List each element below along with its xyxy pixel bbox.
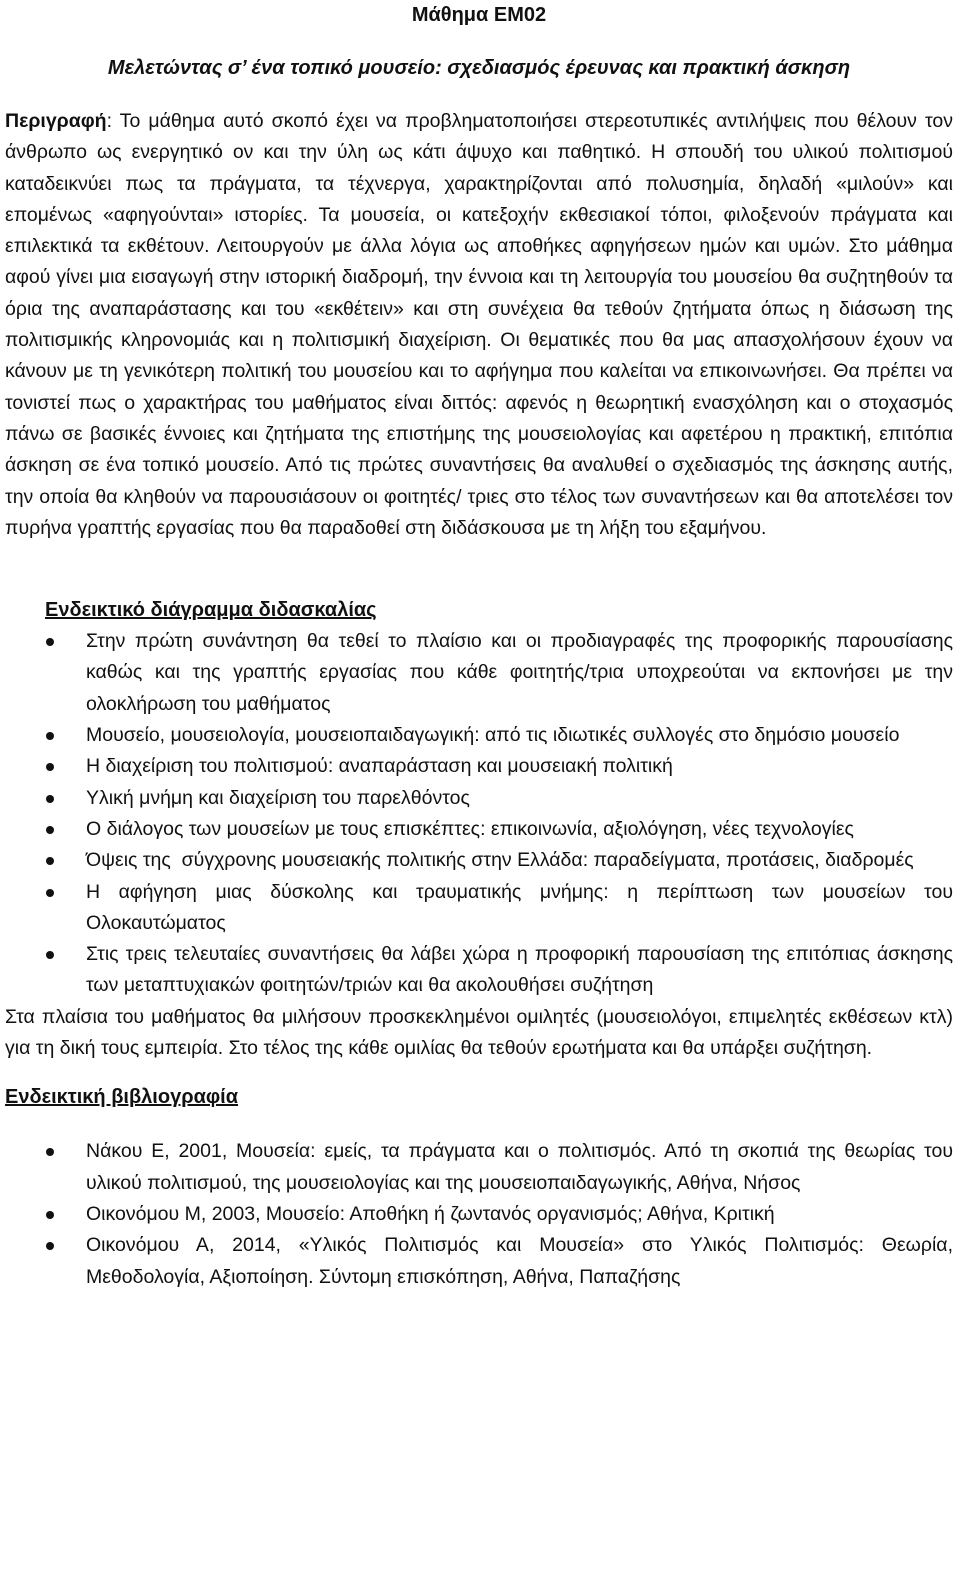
bullet-icon [46,732,54,740]
bibliography-item-text: Οικονόμου Μ, 2003, Μουσείο: Αποθήκη ή ζωντανός οργανισμός; Αθήνα, Κριτική [86,1202,775,1225]
syllabus-item [86,783,953,814]
syllabus-item [86,877,953,940]
bullet-icon [46,795,54,803]
syllabus-item [86,845,953,876]
description-text: : Το μάθημα αυτό σκοπό έχει να προβληματοποιήσει στερεοτυπικές αντιλήψεις που θέλουν τον άνθρωπο ως ενεργητικό ον και την ύλη ως κάτι άψυχο και παθητικό. Η σπουδή του υλικού πολιτισμού καταδεικνύει πως τα πράγματα, τα τέχνεργα, χαρακτηρίζονται από πολυσημία, δηλαδή «μιλούν» και επομένως «αφηγούνται» ιστορίες. Τα μουσεία, οι κατεξοχήν εκθεσιακοί τόποι, φιλοξενούν πράγματα και επιλεκτικά τα εκθέτουν. Λειτουργούν με άλλα λόγια ως αποθήκες αφηγήσεων ημών και υμών. Στο μάθημα αφού γίνει μια εισαγωγή στην ιστορική διαδρομή, την έννοια και τη λειτουργία του μουσείου θα συζητηθούν τα όρια της αναπαράστασης και του «εκθέτειν» και στη συνέχεια θα τεθούν ζητήματα όπως η διάσωση της πολιτισμικής κληρονομιάς και η πολιτισμική διαχείριση. Οι θεματικές που θα μας απασχολήσουν έχουν να κάνουν με τη γενικότερη πολιτική του μουσείου και το αφήγημα που καλείται να επικοινωνήσει. Θα πρέπει να τονιστεί πως ο χαρακτήρας του μαθήματος είναι διττός: αφενός η θεωρητική ενασχόληση και ο στοχασμός πάνω σε βασικές έννοιες και ζητήματα της επιστήμης της μουσειολογίας και αφετέρου η πρακτική, επιτόπια άσκηση σε ένα τοπικό μουσείο. Από τις πρώτες συναντήσεις θα αναλυθεί ο σχεδιασμός της άσκησης αυτής, την οποία θα κληθούν να παρουσιάσουν οι φοιτητές/ τριες στο τέλος των συναντήσεων και θα αποτελέσει τον πυρήνα γραπτής εργασίας που θα παραδοθεί στη διδάσκουσα με τη λήξη του εξαμήνου. [5,110,953,539]
bullet-icon [46,763,54,771]
syllabus-heading: Ενδεικτικό διάγραμμα διδασκαλίας [45,599,377,622]
bullet-icon [46,1242,54,1250]
bibliography-item [86,1199,953,1230]
syllabus-item-text: Η διαχείριση του πολιτισμού: αναπαράσταση και μουσειακή πολιτική [86,755,673,778]
syllabus-list [5,626,953,1002]
bibliography-item [86,1230,953,1293]
bullet-icon [46,638,54,646]
bibliography-heading: Ενδεικτική βιβλιογραφία [5,1086,239,1109]
syllabus-item [86,720,953,751]
course-title: Μάθημα ΕΜ02 [411,4,547,26]
syllabus-item-text: Στις τρεις τελευταίες συναντήσεις θα λάβει χώρα η προφορική παρουσίαση της επιτόπιας άσκησης των μεταπτυχιακών φοιτητών/τριών και θα ακολουθήσει συζήτηση [86,943,953,997]
bibliography-item-text: Οικονόμου Α, 2014, «Υλικός Πολιτισμός και Μουσεία» στο Υλικός Πολιτισμός: Θεωρία, Μεθοδολογία, Αξιοποίηση. Σύντομη επισκόπηση, Αθήνα, Παπαζήσης [86,1234,953,1288]
bullet-icon [46,1148,54,1156]
syllabus-closing-note: Στα πλαίσια του μαθήματος θα μιλήσουν προσκεκλημένοι ομιλητές (μουσειολόγοι, επιμελητές εκθέσεων κτλ) για τη δική τους εμπειρία. Στο τέλος της κάθε ομιλίας θα τεθούν ερωτήματα και θα υπάρξει συζήτηση. [5,1005,953,1060]
bullet-icon [46,889,54,897]
syllabus-item-text: Ο διάλογος των μουσείων με τους επισκέπτες: επικοινωνία, αξιολόγηση, νέες τεχνολογίες [86,817,854,840]
syllabus-item-text: Μουσείο, μουσειολογία, μουσειοπαιδαγωγική: από τις ιδιωτικές συλλογές στο δημόσιο μουσείο [86,724,900,747]
bibliography-item-text: Νάκου Ε, 2001, Μουσεία: εμείς, τα πράγματα και ο πολιτισμός. Από τη σκοπιά της θεωρίας του υλικού πολιτισμού, της μουσειολογίας και της μουσειοπαιδαγωγικής, Αθήνα, Νήσος [86,1140,953,1194]
bullet-icon [46,857,54,865]
course-subtitle: Μελετώντας σ’ ένα τοπικό μουσείο: σχεδιασμός έρευνας και πρακτική άσκηση [107,57,851,79]
bullet-icon [46,1211,54,1219]
bullet-icon [46,951,54,959]
syllabus-item-text: Στην πρώτη συνάντηση θα τεθεί το πλαίσιο και οι προδιαγραφές της προφορικής παρουσίασης καθώς και της γραπτής εργασίας που κάθε φοιτητής/τρια υποχρεούται να εκπονήσει με την ολοκλήρωση του μαθήματος [86,630,953,715]
syllabus-item [86,939,953,1002]
syllabus-item-text: Η αφήγηση μιας δύσκολης και τραυματικής μνήμης: η περίπτωση των μουσείων του Ολοκαυτώματος [86,880,953,934]
syllabus-item [86,814,953,845]
bibliography-list [5,1136,953,1292]
bullet-icon [46,826,54,834]
syllabus-item [86,626,953,720]
bibliography-item [86,1136,953,1199]
syllabus-item [86,751,953,782]
syllabus-item-text: Όψεις της σύγχρονης μουσειακής πολιτικής στην Ελλάδα: παραδείγματα, προτάσεις, διαδρομές [86,849,914,872]
course-description [5,106,953,544]
description-label: Περιγραφή [5,110,107,132]
syllabus-item-text: Υλική μνήμη και διαχείριση του παρελθόντος [86,786,470,809]
